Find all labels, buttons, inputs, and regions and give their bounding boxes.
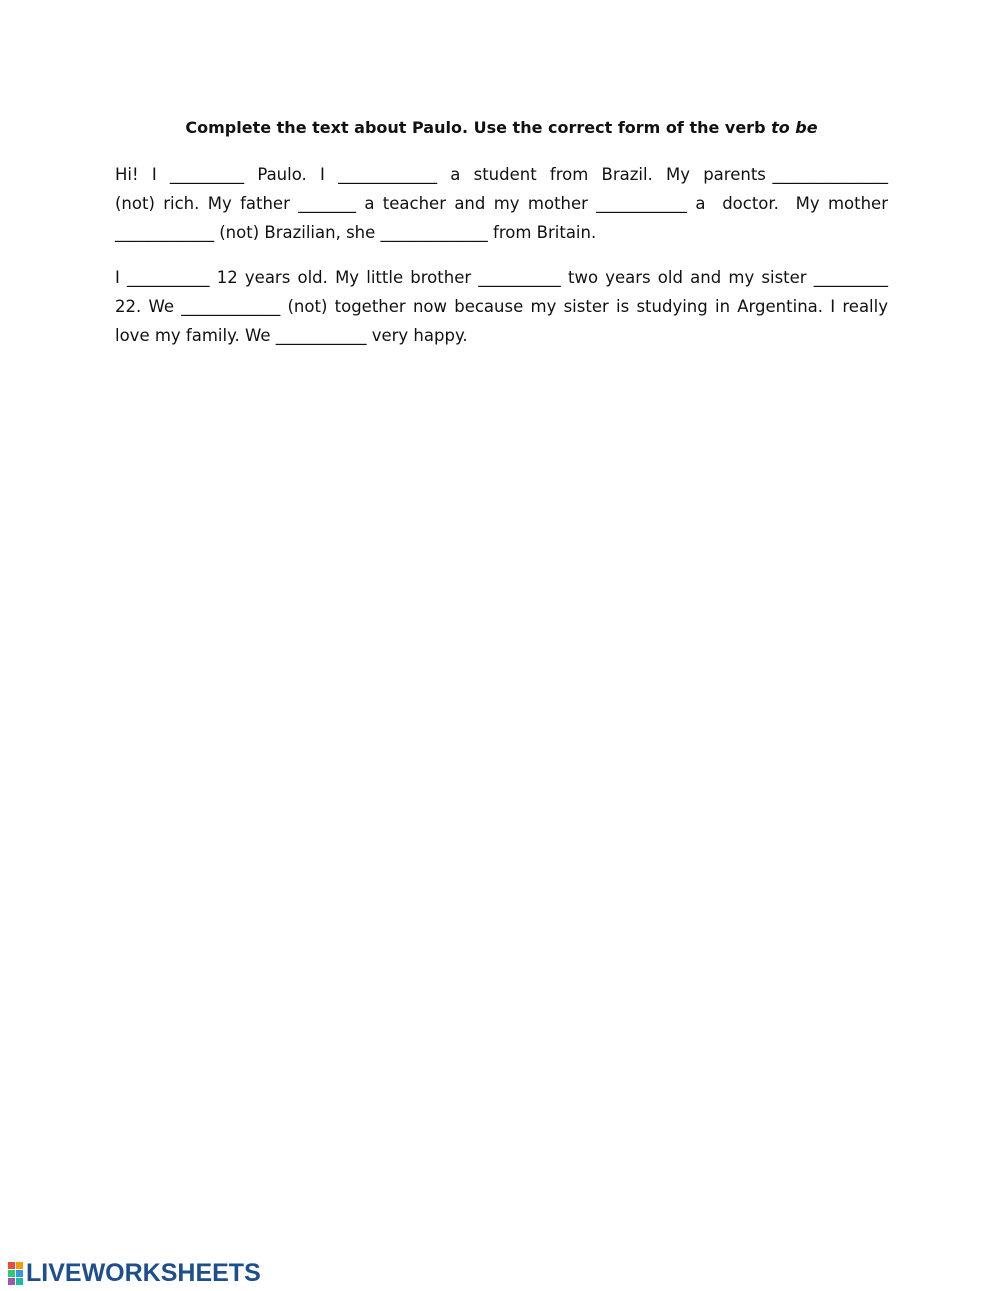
logo-blocks-icon (8, 1262, 23, 1285)
paragraph-1: Hi! I _________ Paulo. I ____________ a student from Brazil. My parents ______________ (not) rich. My father _______ a teacher and my mother ___________ a doctor. My mother ____________ (not) Brazilian, she _____________ from Britain. (115, 165, 894, 242)
instruction-title (115, 117, 888, 139)
liveworksheets-logo[interactable] (8, 1258, 261, 1288)
logo-text: LIVEWORKSHEETS (26, 1258, 261, 1287)
instruction-emphasis: to be (771, 118, 818, 137)
paragraph-2: I __________ 12 years old. My little brother __________ two years old and my sister _________ 22. We ____________ (not) together now because my sister is studying in Argentina. I really love my family. We ___________ very happy. (115, 268, 894, 345)
instruction-main: Complete the text about Paulo. Use the correct form of the verb (185, 118, 772, 137)
